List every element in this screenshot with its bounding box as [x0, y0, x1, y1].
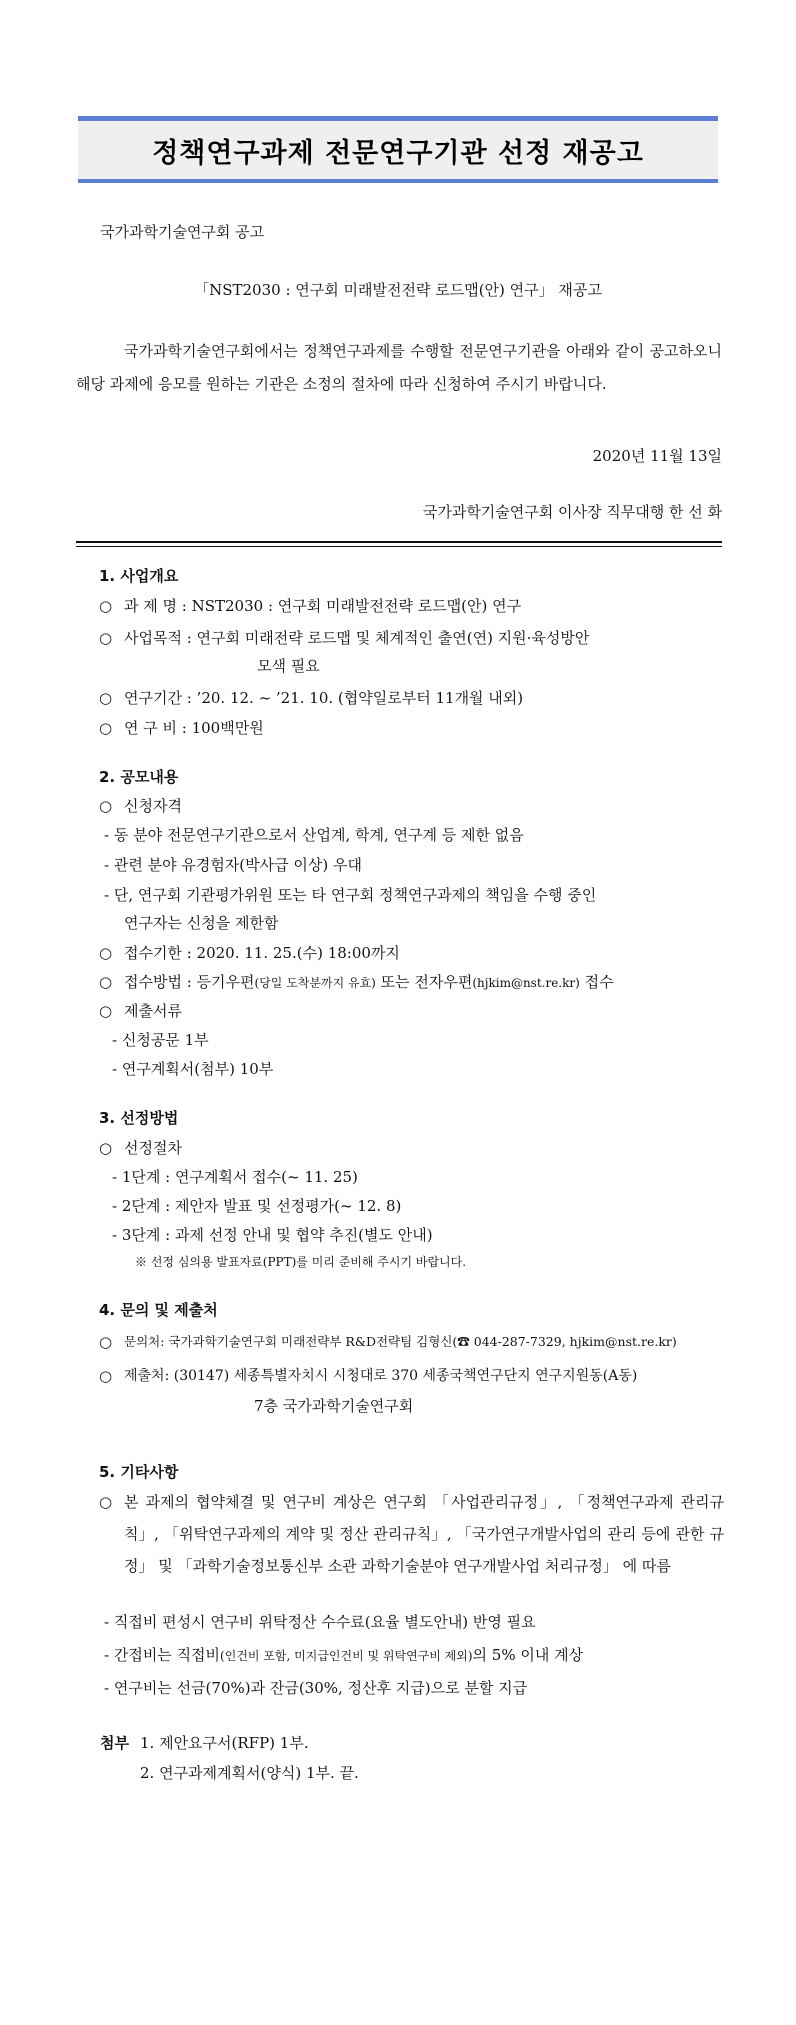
- rules-item: - 직접비 편성시 연구비 위탁정산 수수료(요율 별도안내) 반영 필요: [104, 1613, 536, 1631]
- bullet-icon: ○: [99, 1367, 113, 1385]
- bullet-icon: ○: [99, 1333, 113, 1351]
- bullet-icon: ○: [99, 1139, 113, 1157]
- divider: [76, 541, 722, 543]
- docs-item: - 연구계획서(첨부) 10부: [112, 1060, 274, 1078]
- section-5-heading: 5. 기타사항: [99, 1463, 179, 1481]
- section-4-heading: 4. 문의 및 제출처: [99, 1301, 218, 1319]
- bullet-icon: ○: [99, 1493, 113, 1511]
- rules-item: [104, 1645, 583, 1666]
- process-step: - 1단계 : 연구계획서 접수(~ 11. 25): [112, 1168, 358, 1186]
- bullet-icon: ○: [99, 597, 113, 615]
- apply-item: - 관련 분야 유경험자(박사급 이상) 우대: [104, 856, 362, 874]
- date: 2020년 11월 13일: [592, 447, 722, 465]
- bullet-icon: ○: [99, 973, 113, 991]
- section-1-heading: 1. 사업개요: [99, 567, 179, 585]
- title-banner: [78, 116, 718, 183]
- section-1-line: 사업목적 : 연구회 미래전략 로드맵 및 체계적인 출연(연) 지원·육성방안: [124, 629, 590, 647]
- process-step: - 2단계 : 제안자 발표 및 선정평가(~ 12. 8): [112, 1197, 402, 1215]
- submit-line: 제출처: (30147) 세종특별자치시 시청대로 370 세종국책연구단지 연구지원동(A동): [124, 1368, 638, 1384]
- divider: [76, 546, 722, 547]
- method-line: [124, 972, 614, 993]
- subtitle: 「NST2030 : 연구회 미래발전전략 로드맵(안) 연구」 재공고: [194, 281, 602, 299]
- bullet-icon: ○: [99, 797, 113, 815]
- bullet-icon: ○: [99, 629, 113, 647]
- method-text: 접수: [579, 973, 614, 991]
- contact-line: 문의처: 국가과학기술연구회 미래전략부 R&D전략팀 김형신(☎ 044-287-7329, hjkim@nst.re.kr): [124, 1334, 677, 1349]
- docs-item: - 신청공문 1부: [112, 1031, 209, 1049]
- section-1-line: 연 구 비 : 100백만원: [124, 719, 264, 737]
- deadline-line: 접수기한 : 2020. 11. 25.(수) 18:00까지: [124, 944, 400, 962]
- section-1-line: 과 제 명 : NST2030 : 연구회 미래발전전략 로드맵(안) 연구: [124, 597, 522, 615]
- intro-paragraph: 국가과학기술연구회에서는 정책연구과제를 수행할 전문연구기관을 아래와 같이 공고하오니 해당 과제에 응모를 원하는 기관은 소정의 절차에 따라 신청하여 주시기 바랍니다.: [76, 342, 722, 393]
- process-title: 선정절차: [124, 1139, 182, 1157]
- method-text: 또는 전자우편: [375, 973, 473, 991]
- method-email: (hjkim@nst.re.kr): [472, 976, 580, 990]
- rules-note: (인건비 포함, 미지급인건비 및 위탁연구비 제외): [220, 1649, 473, 1663]
- rules-paragraph: 본 과제의 협약체결 및 연구비 계상은 연구회 「사업관리규정」, 「정책연구과제 관리규칙」, 「위탁연구과제의 계약 및 정산 관리규칙」, 「국가연구개발사업의 관리 등에 관한 규정」 및 「과학기술정보통신부 소관 과학기술분야 연구개발사업 처리규정」 에 따름: [124, 1493, 724, 1575]
- section-1-line: 모색 필요: [257, 657, 320, 675]
- method-text: 접수방법 : 등기우편: [124, 973, 255, 991]
- bullet-icon: ○: [99, 689, 113, 707]
- submit-line: 7층 국가과학기술연구회: [254, 1397, 414, 1415]
- docs-title: 제출서류: [124, 1002, 182, 1020]
- rules-text: - 간접비는 직접비: [104, 1646, 221, 1664]
- process-step: - 3단계 : 과제 선정 안내 및 협약 추진(별도 안내): [112, 1226, 433, 1244]
- rules-item: - 연구비는 선금(70%)과 잔금(30%, 정산후 지급)으로 분할 지급: [104, 1679, 528, 1697]
- signature: 국가과학기술연구회 이사장 직무대행 한 선 화: [422, 503, 722, 521]
- section-2-heading: 2. 공모내용: [99, 768, 179, 786]
- apply-qualification-title: 신청자격: [124, 797, 182, 815]
- apply-item: - 동 분야 전문연구기관으로서 산업계, 학계, 연구계 등 제한 없음: [104, 826, 524, 844]
- method-note: (당일 도착분까지 유효): [254, 976, 376, 990]
- process-note: ※ 선정 심의용 발표자료(PPT)를 미리 준비해 주시기 바랍니다.: [135, 1255, 467, 1269]
- apply-item: 연구자는 신청을 제한함: [124, 914, 279, 932]
- rules-text: 의 5% 이내 계상: [472, 1646, 584, 1664]
- attachment-item: 1. 제안요구서(RFP) 1부.: [140, 1734, 309, 1752]
- bullet-icon: ○: [99, 719, 113, 737]
- page-title: 정책연구과제 전문연구기관 선정 재공고: [152, 137, 644, 169]
- apply-item: - 단, 연구회 기관평가위원 또는 타 연구회 정책연구과제의 책임을 수행 중인: [104, 886, 597, 904]
- bullet-icon: ○: [99, 944, 113, 962]
- attachment-item: 2. 연구과제계획서(양식) 1부. 끝.: [140, 1764, 359, 1782]
- section-3-heading: 3. 선정방법: [99, 1109, 179, 1127]
- bullet-icon: ○: [99, 1002, 113, 1020]
- section-1-line: 연구기간 : ’20. 12. ~ ’21. 10. (협약일로부터 11개월 내외): [124, 689, 524, 707]
- attachment-label: 첨부: [100, 1734, 129, 1752]
- issuer-line: 국가과학기술연구회 공고: [100, 223, 265, 241]
